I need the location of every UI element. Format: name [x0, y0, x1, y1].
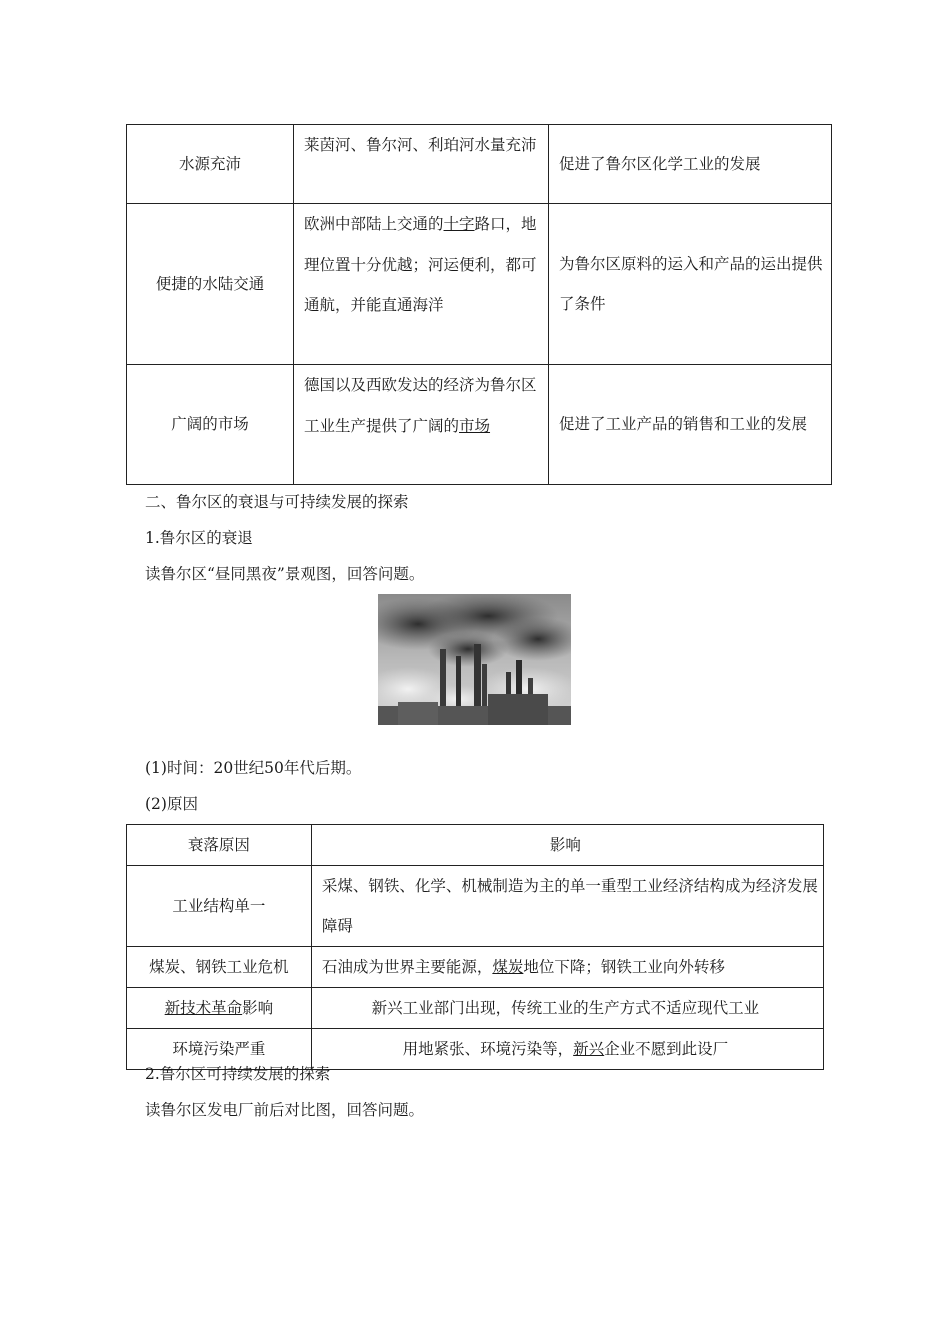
- effect-cell: 促进了鲁尔区化学工业的发展: [549, 125, 832, 204]
- condition-cell: 便捷的水陆交通: [127, 204, 294, 365]
- table-row: [127, 204, 832, 365]
- subsection-title: 2.鲁尔区可持续发展的探索: [145, 1065, 331, 1083]
- cause-cell: 新技术革命影响: [127, 988, 312, 1029]
- cause-cell: 环境污染严重: [127, 1029, 312, 1070]
- description-cell: 德国以及西欧发达的经济为鲁尔区工业生产提供了广阔的市场: [294, 365, 549, 485]
- effect-cell: 为鲁尔区原料的运入和产品的运出提供了条件: [549, 204, 832, 365]
- table-row: [127, 365, 832, 485]
- section-title: 二、鲁尔区的衰退与可持续发展的探索: [145, 493, 409, 511]
- condition-cell: 水源充沛: [127, 125, 294, 204]
- effect-cell: 用地紧张、环境污染等，新兴企业不愿到此设厂: [311, 1029, 823, 1070]
- underlined-answer: 新兴: [573, 1040, 605, 1058]
- resource-conditions-table: [126, 124, 832, 485]
- table-row: [127, 866, 824, 947]
- question-1: (1)时间：20世纪50年代后期。: [145, 759, 362, 777]
- reading-prompt: 读鲁尔区“昼同黑夜”景观图，回答问题。: [145, 565, 425, 583]
- question-2: (2)原因: [145, 795, 198, 813]
- column-header: 影响: [311, 825, 823, 866]
- cause-cell: 工业结构单一: [127, 866, 312, 947]
- underlined-answer: 市场: [459, 416, 491, 435]
- description-cell: 莱茵河、鲁尔河、利珀河水量充沛: [294, 125, 549, 204]
- table-row: [127, 947, 824, 988]
- condition-cell: 广阔的市场: [127, 365, 294, 485]
- table-row: [127, 988, 824, 1029]
- underlined-answer: 煤炭: [492, 958, 524, 976]
- table-header-row: [127, 825, 824, 866]
- underlined-answer: 新技术革命: [164, 999, 243, 1017]
- cause-cell: 煤炭、钢铁工业危机: [127, 947, 312, 988]
- reading-prompt: 读鲁尔区发电厂前后对比图，回答问题。: [145, 1101, 425, 1119]
- subsection-title: 1.鲁尔区的衰退: [145, 529, 253, 547]
- table-row: [127, 125, 832, 204]
- ruhr-smokestack-photo: [378, 594, 571, 725]
- effect-cell: 新兴工业部门出现，传统工业的生产方式不适应现代工业: [311, 988, 823, 1029]
- effect-cell: 采煤、钢铁、化学、机械制造为主的单一重型工业经济结构成为经济发展障碍: [311, 866, 823, 947]
- description-cell: 欧洲中部陆上交通的十字路口，地理位置十分优越；河运便利，都可通航，并能直通海洋: [294, 204, 549, 365]
- effect-cell: 石油成为世界主要能源，煤炭地位下降；钢铁工业向外转移: [311, 947, 823, 988]
- effect-cell: 促进了工业产品的销售和工业的发展: [549, 365, 832, 485]
- column-header: 衰落原因: [127, 825, 312, 866]
- decline-reasons-table: [126, 824, 824, 1070]
- underlined-answer: 十字: [443, 215, 475, 233]
